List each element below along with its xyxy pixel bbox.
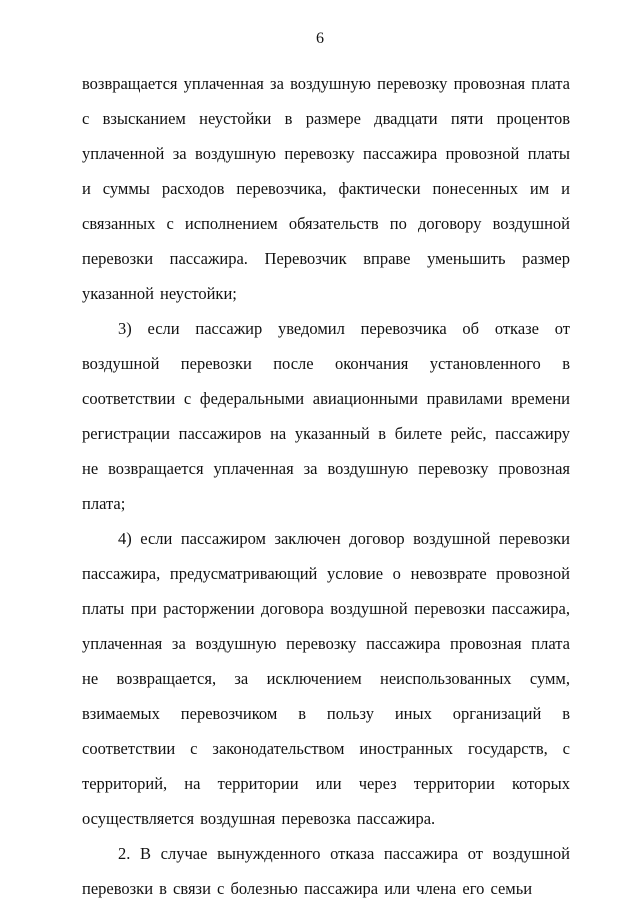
paragraph-clause-2: 2. В случае вынужденного отказа пассажира от воздушной перевозки в связи с болезнью пассажира или члена его семьи [82,844,570,898]
page-number: 6 [316,30,324,47]
paragraph-item-3: 3) если пассажир уведомил перевозчика об отказе от воздушной перевозки после окончания установленного в соответствии с федеральными авиационными правилами времени регистрации пассажиров на указанный в билете рейс, пассажиру не возвращается уплаченная за воздушную перевозку провозная плата; [82,319,570,513]
paragraph-continuation: возвращается уплаченная за воздушную перевозку провозная плата с взысканием неустойки в размере двадцати пяти процентов уплаченной за воздушную перевозку пассажира провозной платы и суммы расходов перевозчика, фактически понесенных им и связанных с исполнением обязательств по договору воздушной перевозки пассажира. Перевозчик вправе уменьшить размер указанной неустойки; [82,74,570,303]
document-text-block [0,48,640,905]
paragraph-item-4: 4) если пассажиром заключен договор воздушной перевозки пассажира, предусматривающий условие о невозврате провозной платы при расторжении договора воздушной перевозки пассажира, уплаченная за воздушную перевозку пассажира провозная плата не возвращается, за исключением неиспользованных сумм, взимаемых перевозчиком в пользу иных организаций в соответствии с законодательством иностранных государств, с территорий, на территории или через территории которых осуществляется воздушная перевозка пассажира. [82,529,570,828]
